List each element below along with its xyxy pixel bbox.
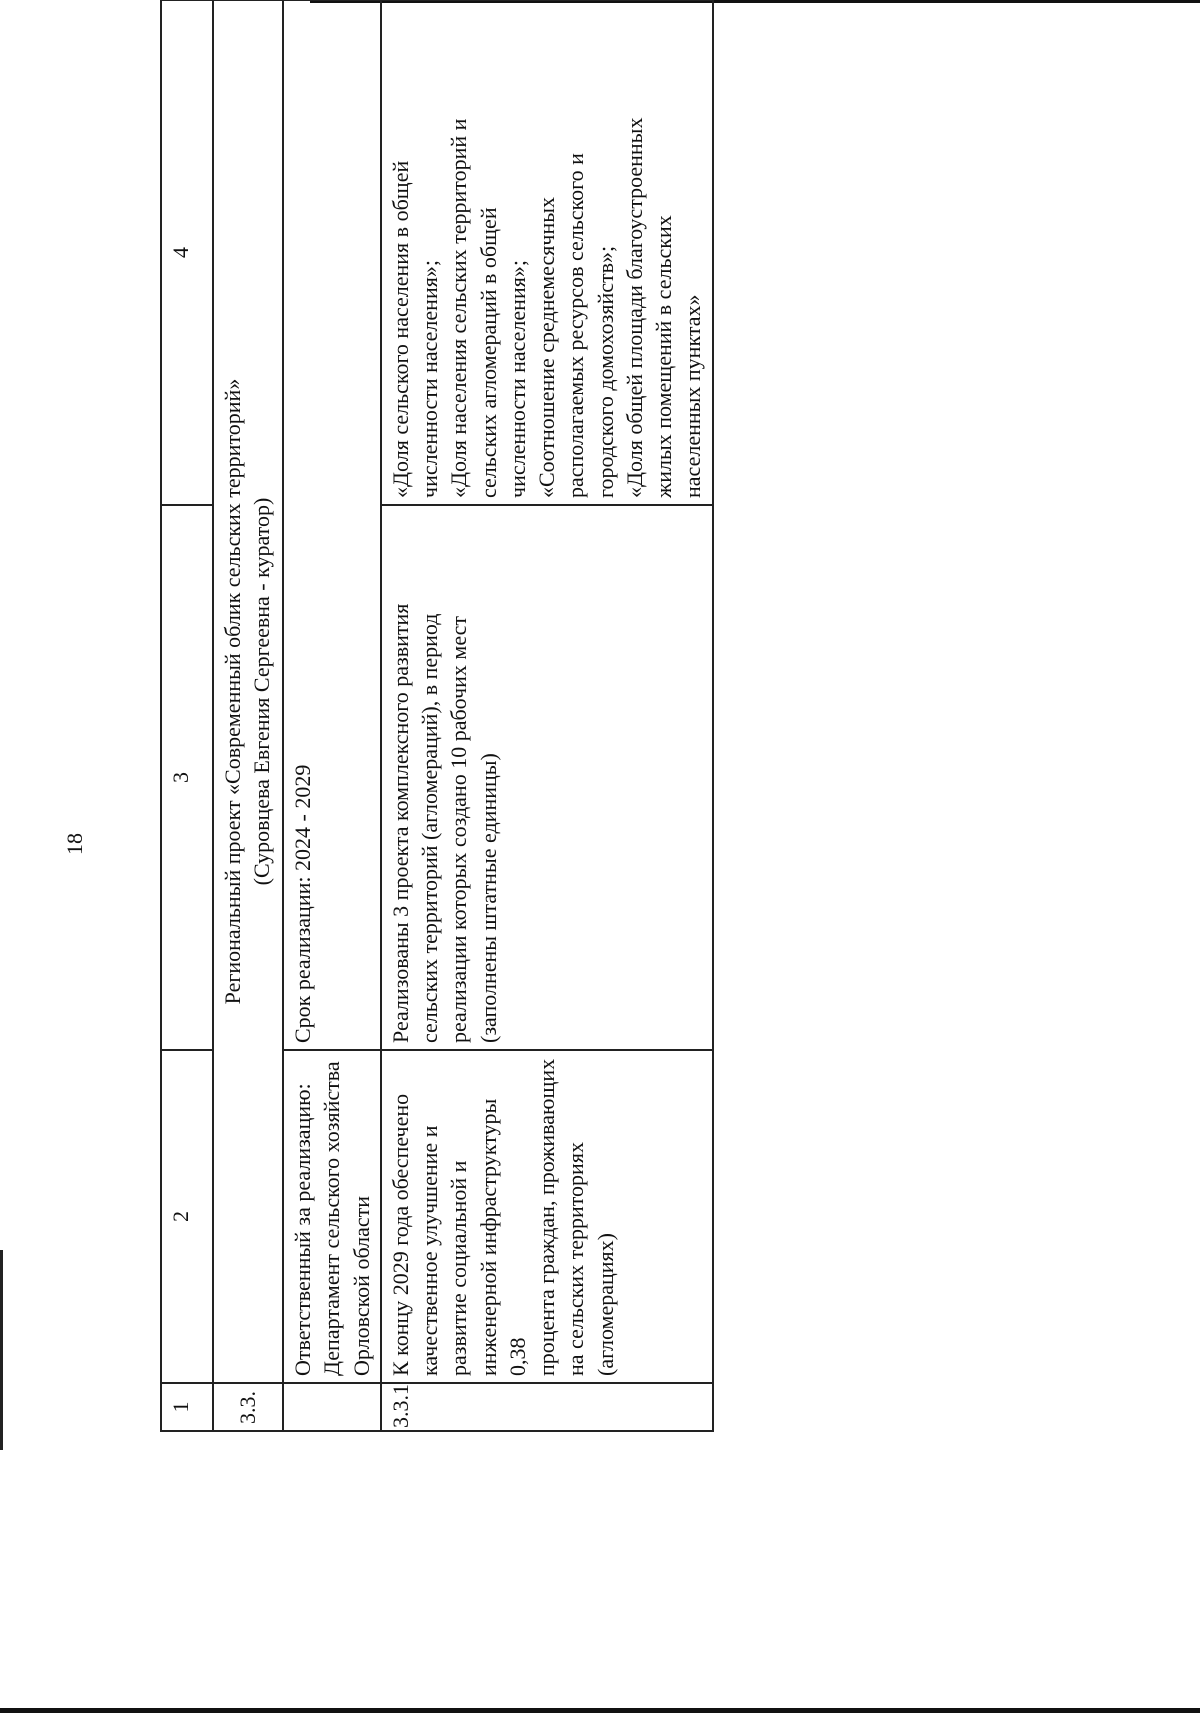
header-col-1: 1 — [161, 1383, 213, 1431]
row-number: 3.3.1 — [381, 1383, 713, 1431]
result-description: Реализованы 3 проекта комплексного развития сельских территорий (агломераций), в период реализации которых создано 10 рабочих мест (заполнены штатные единицы) — [381, 505, 713, 1050]
section-title-line2: (Суровцева Евгения Сергеевна - куратор) — [249, 497, 275, 886]
task-description: К концу 2029 года обеспечено качественное улучшение и развитие социальной и инженерной инфраструктуры 0,38 процента граждан, проживающих на сельских территориях (агломерациях) — [381, 1050, 713, 1383]
header-col-3: 3 — [161, 505, 213, 1050]
section-row — [213, 0, 283, 1431]
implementation-term: Срок реализации: 2024 - 2029 — [283, 0, 381, 1050]
table-row — [381, 0, 713, 1431]
header-col-4: 4 — [161, 0, 213, 505]
responsible-text: Ответственный за реализацию: Департамент сельского хозяйства Орловской области — [283, 1050, 381, 1383]
section-title-line1: Региональный проект «Современный облик сельских территорий» — [220, 378, 245, 1005]
indicators-list: «Доля сельского населения в общей численности населения»; «Доля населения сельских территорий и сельских агломераций в общей численности населения»; «Соотношение среднемесячных располагаемых ресурсов сельского и городского домохозяйств»; «Доля общей площади благоустроенных жилых помещений в сельских населенных пунктах» — [381, 0, 713, 505]
responsible-empty-cell — [283, 1383, 381, 1431]
project-table — [160, 0, 714, 1432]
header-row — [161, 0, 213, 1431]
section-number: 3.3. — [213, 1383, 283, 1431]
header-col-2: 2 — [161, 1050, 213, 1383]
page-number: 18 — [62, 833, 87, 855]
responsible-row — [283, 0, 381, 1431]
section-title — [213, 0, 283, 1383]
